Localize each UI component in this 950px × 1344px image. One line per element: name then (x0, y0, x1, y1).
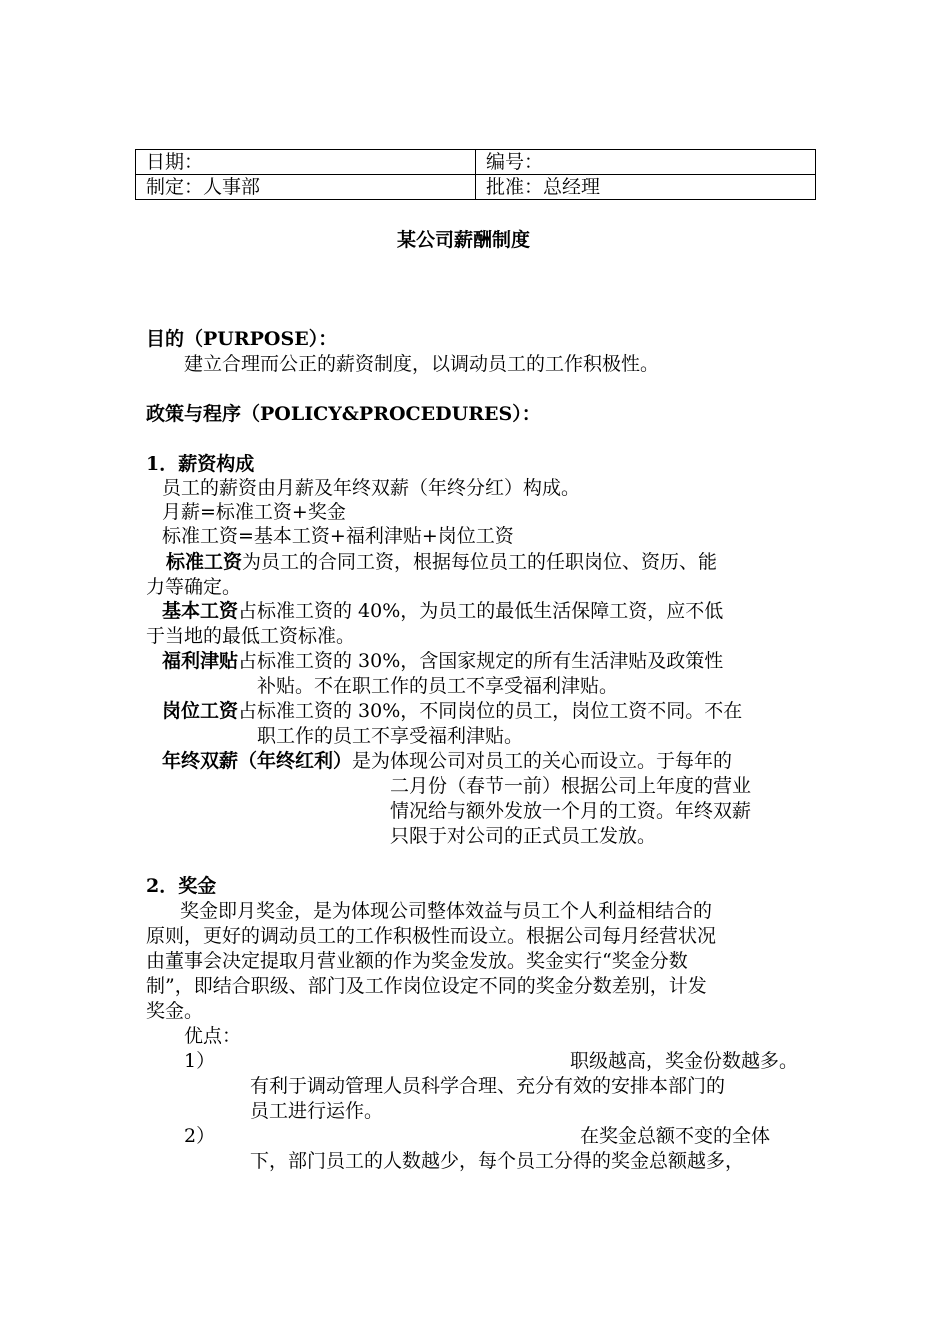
section1-heading: 1．薪资构成 (146, 453, 255, 475)
section1-line1: 员工的薪资由月薪及年终双薪（年终分红）构成。 (162, 477, 581, 499)
yearend-text4: 只限于对公司的正式员工发放。 (390, 825, 657, 847)
welfare-term: 福利津贴 (162, 650, 239, 672)
item1-text1: 职级越高，奖金份数越多。 (570, 1050, 799, 1072)
post-wage-text2: 职工作的员工不享受福利津贴。 (257, 725, 524, 747)
advantages-label: 优点： (184, 1025, 242, 1047)
bonus-para-line4: 制”，即结合职级、部门及工作岗位设定不同的奖金分数差别，计发 (146, 975, 707, 997)
basic-wage-line1 (162, 599, 723, 623)
date-cell: 日期： (136, 150, 476, 175)
yearend-term: 年终双薪（年终红利） (162, 750, 353, 772)
item1-text3: 员工进行运作。 (250, 1100, 384, 1122)
document-title: 某公司薪酬制度 (397, 229, 531, 251)
header-row-1 (136, 150, 816, 175)
welfare-text1: 占标准工资的 30%，含国家规定的所有生活津贴及政策性 (238, 650, 724, 672)
standard-wage-text2: 力等确定。 (146, 576, 242, 598)
standard-wage-line1 (166, 550, 717, 574)
basic-wage-text1: 占标准工资的 40%，为员工的最低生活保障工资，应不低 (238, 600, 724, 622)
item2-text1: 在奖金总额不变的全体 (580, 1125, 771, 1147)
yearend-line1 (162, 749, 732, 773)
purpose-text: 建立合理而公正的薪资制度，以调动员工的工作积极性。 (184, 353, 660, 375)
item1-text2: 有利于调动管理人员科学合理、充分有效的安排本部门的 (250, 1075, 726, 1097)
bonus-para-line5: 奖金。 (146, 1000, 204, 1022)
bonus-para-line2: 原则，更好的调动员工的工作积极性而设立。根据公司每月经营状况 (146, 925, 717, 947)
basic-wage-term: 基本工资 (162, 600, 239, 622)
yearend-text2: 二月份（春节一前）根据公司上年度的营业 (390, 775, 752, 797)
approved-by-cell: 批准：总经理 (476, 175, 816, 200)
number-cell: 编号： (476, 150, 816, 175)
section1-line3: 标准工资=基本工资+福利津贴+岗位工资 (162, 525, 514, 547)
yearend-text1: 是为体现公司对员工的关心而设立。于每年的 (352, 750, 733, 772)
item1-number: 1） (184, 1050, 216, 1072)
section1-line2: 月薪=标准工资+奖金 (162, 501, 346, 523)
standard-wage-text1: 为员工的合同工资，根据每位员工的任职岗位、资历、能 (242, 551, 718, 573)
policy-heading: 政策与程序（POLICY&PROCEDURES）： (146, 403, 541, 425)
standard-wage-term: 标准工资 (166, 551, 243, 573)
post-wage-text1: 占标准工资的 30%，不同岗位的员工，岗位工资不同。不在 (238, 700, 743, 722)
welfare-line1 (162, 649, 723, 673)
made-by-cell: 制定：人事部 (136, 175, 476, 200)
purpose-heading: 目的（PURPOSE）： (146, 328, 338, 350)
bonus-para-line1: 奖金即月奖金，是为体现公司整体效益与员工个人利益相结合的 (180, 900, 713, 922)
post-wage-line1 (162, 699, 742, 723)
section2-heading: 2．奖金 (146, 875, 217, 897)
yearend-text3: 情况给与额外发放一个月的工资。年终双薪 (390, 800, 752, 822)
header-row-2 (136, 175, 816, 200)
basic-wage-text2: 于当地的最低工资标准。 (146, 625, 356, 647)
item2-number: 2） (184, 1125, 216, 1147)
welfare-text2: 补贴。不在职工作的员工不享受福利津贴。 (257, 675, 619, 697)
item2-text2: 下，部门员工的人数越少，每个员工分得的奖金总额越多， (250, 1150, 745, 1172)
header-table (135, 149, 816, 200)
post-wage-term: 岗位工资 (162, 700, 239, 722)
bonus-para-line3: 由董事会决定提取月营业额的作为奖金发放。奖金实行“奖金分数 (146, 950, 688, 972)
